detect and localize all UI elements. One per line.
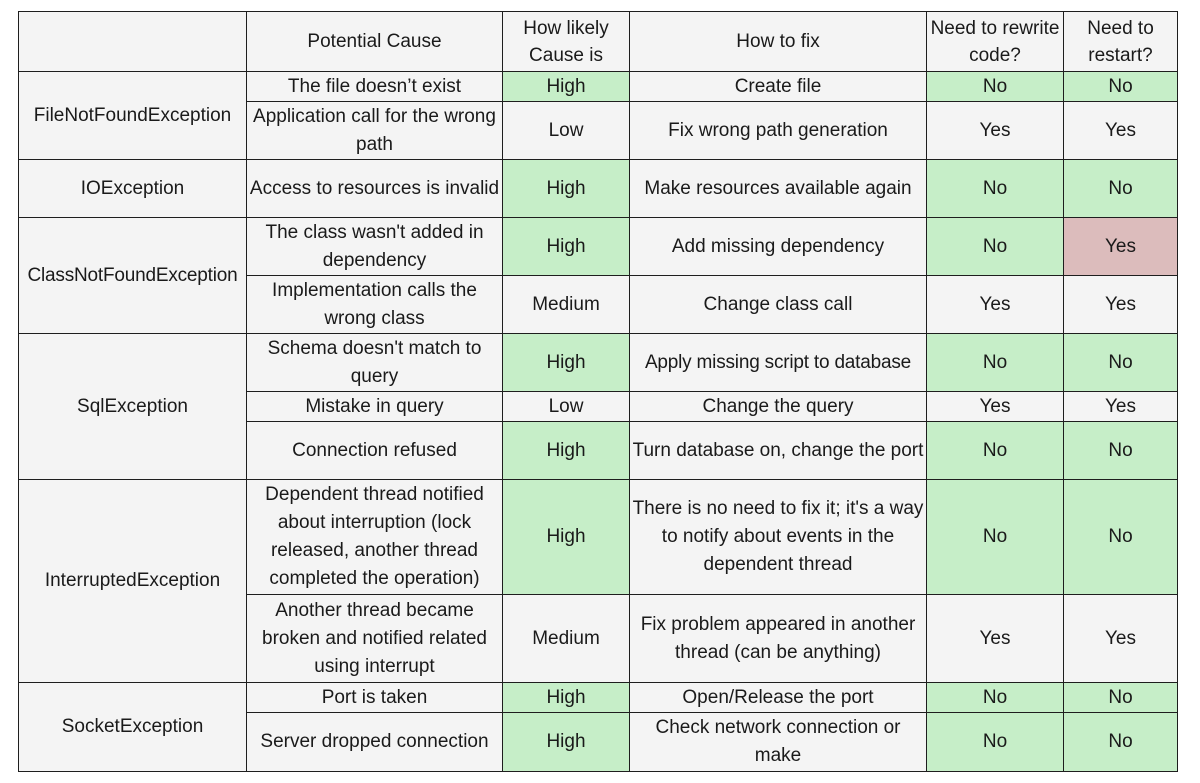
rewrite-cell: No xyxy=(927,72,1064,102)
likelihood-cell: High xyxy=(503,72,630,102)
likelihood-cell: Low xyxy=(503,392,630,422)
likelihood-cell: High xyxy=(503,218,630,276)
likelihood-cell: High xyxy=(503,480,630,595)
cause-cell: Schema doesn't match to query xyxy=(247,334,503,392)
cause-cell: Server dropped connection xyxy=(247,713,503,772)
fix-cell: Turn database on, change the port xyxy=(630,422,927,480)
table-row xyxy=(19,334,1178,392)
exceptions-table-container xyxy=(18,11,1178,772)
exception-name-cell: IOException xyxy=(19,160,247,218)
fix-cell: Add missing dependency xyxy=(630,218,927,276)
fix-cell: Create file xyxy=(630,72,927,102)
rewrite-cell: No xyxy=(927,480,1064,595)
header-how-to-fix: How to fix xyxy=(630,12,927,72)
restart-cell: No xyxy=(1064,480,1178,595)
likelihood-cell: High xyxy=(503,713,630,772)
exception-name-cell: ClassNotFoundException xyxy=(19,218,247,334)
rewrite-cell: No xyxy=(927,218,1064,276)
rewrite-cell: No xyxy=(927,713,1064,772)
likelihood-cell: High xyxy=(503,683,630,713)
cause-cell: Another thread became broken and notified related using interrupt xyxy=(247,595,503,683)
restart-cell: No xyxy=(1064,160,1178,218)
table-row xyxy=(19,218,1178,276)
fix-cell: Fix problem appeared in another thread (can be anything) xyxy=(630,595,927,683)
header-need-rewrite: Need to rewrite code? xyxy=(927,12,1064,72)
header-blank-cell xyxy=(19,12,247,72)
exception-name-cell: FileNotFoundException xyxy=(19,72,247,160)
rewrite-cell: Yes xyxy=(927,392,1064,422)
restart-cell: Yes xyxy=(1064,392,1178,422)
header-need-restart: Need to restart? xyxy=(1064,12,1178,72)
restart-cell: Yes xyxy=(1064,102,1178,160)
table-row xyxy=(19,72,1178,102)
header-row xyxy=(19,12,1178,72)
likelihood-cell: High xyxy=(503,160,630,218)
cause-cell: Implementation calls the wrong class xyxy=(247,276,503,334)
rewrite-cell: Yes xyxy=(927,102,1064,160)
rewrite-cell: No xyxy=(927,160,1064,218)
likelihood-cell: Medium xyxy=(503,276,630,334)
cause-cell: Mistake in query xyxy=(247,392,503,422)
exceptions-table xyxy=(18,11,1178,772)
restart-cell: Yes xyxy=(1064,218,1178,276)
rewrite-cell: Yes xyxy=(927,276,1064,334)
cause-cell: The file doesn’t exist xyxy=(247,72,503,102)
rewrite-cell: Yes xyxy=(927,595,1064,683)
header-how-likely: How likely Cause is xyxy=(503,12,630,72)
header-potential-cause: Potential Cause xyxy=(247,12,503,72)
restart-cell: No xyxy=(1064,422,1178,480)
fix-cell: Make resources available again xyxy=(630,160,927,218)
likelihood-cell: High xyxy=(503,422,630,480)
fix-cell: There is no need to fix it; it's a way to notify about events in the dependent thread xyxy=(630,480,927,595)
fix-cell: Apply missing script to database xyxy=(630,334,927,392)
fix-cell: Fix wrong path generation xyxy=(630,102,927,160)
cause-cell: Access to resources is invalid xyxy=(247,160,503,218)
cause-cell: Connection refused xyxy=(247,422,503,480)
table-row xyxy=(19,480,1178,595)
likelihood-cell: Low xyxy=(503,102,630,160)
likelihood-cell: High xyxy=(503,334,630,392)
restart-cell: Yes xyxy=(1064,276,1178,334)
cause-cell: Port is taken xyxy=(247,683,503,713)
fix-cell: Open/Release the port xyxy=(630,683,927,713)
cause-cell: The class wasn't added in dependency xyxy=(247,218,503,276)
exception-name-cell: SocketException xyxy=(19,683,247,772)
fix-cell: Change class call xyxy=(630,276,927,334)
rewrite-cell: No xyxy=(927,683,1064,713)
restart-cell: No xyxy=(1064,713,1178,772)
rewrite-cell: No xyxy=(927,422,1064,480)
exception-name-cell: InterruptedException xyxy=(19,480,247,683)
likelihood-cell: Medium xyxy=(503,595,630,683)
table-row xyxy=(19,683,1178,713)
restart-cell: No xyxy=(1064,683,1178,713)
restart-cell: No xyxy=(1064,334,1178,392)
table-body xyxy=(19,12,1178,772)
cause-cell: Application call for the wrong path xyxy=(247,102,503,160)
rewrite-cell: No xyxy=(927,334,1064,392)
table-row xyxy=(19,160,1178,218)
cause-cell: Dependent thread notified about interruption (lock released, another thread completed the operation) xyxy=(247,480,503,595)
restart-cell: Yes xyxy=(1064,595,1178,683)
fix-cell: Check network connection or make xyxy=(630,713,927,772)
fix-cell: Change the query xyxy=(630,392,927,422)
exception-name-cell: SqlException xyxy=(19,334,247,480)
restart-cell: No xyxy=(1064,72,1178,102)
